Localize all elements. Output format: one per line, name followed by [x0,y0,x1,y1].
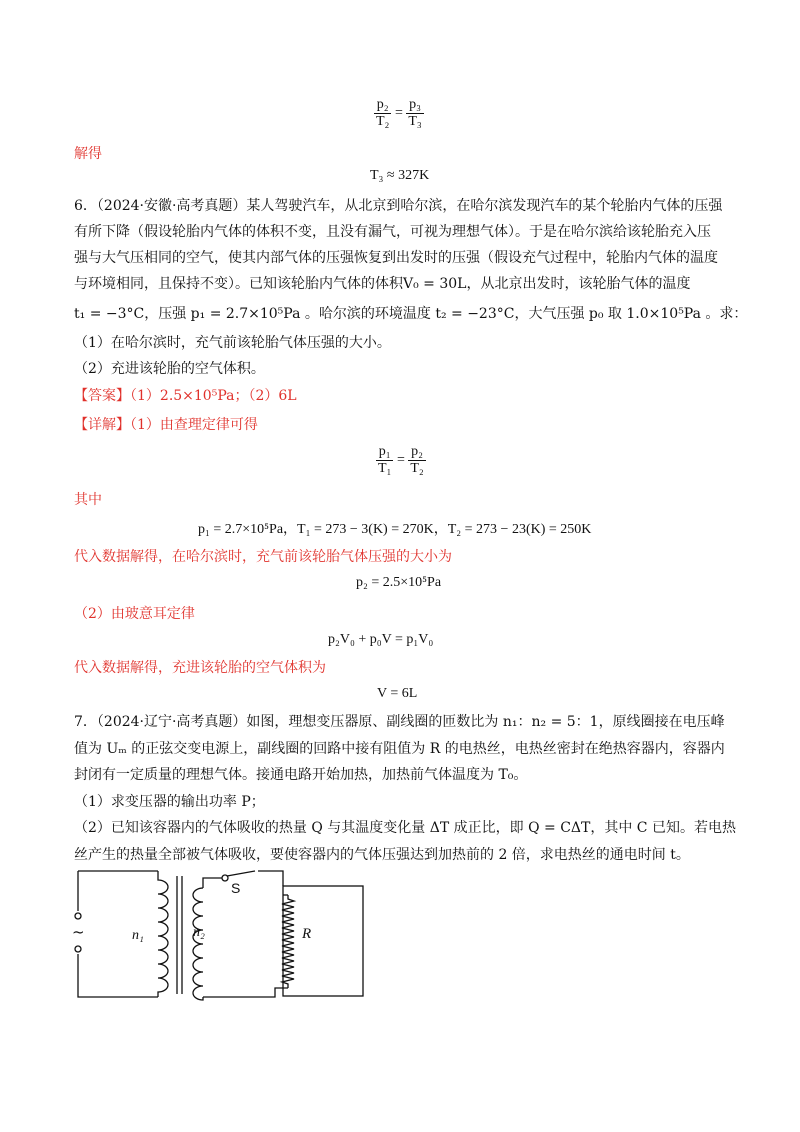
q6-line-1: 6．（2024·安徽·高考真题）某人驾驶汽车，从北京到哈尔滨，在哈尔滨发现汽车的某个轮胎内气体的压强 [74,198,723,214]
ac-source-symbol: ~ [72,923,85,941]
transformer-circuit-diagram [70,866,370,1006]
primary-left-wire-bottom [78,954,158,997]
denominator: T₁ [378,461,392,476]
result-p2: p₂ = 2.5×10⁵Pa [356,575,442,590]
q7-sub-1: （1）求变压器的输出功率 P； [74,794,265,810]
denominator: T₂ [410,461,424,476]
detail-tag: 【详解】 [74,417,130,433]
secondary-coil [193,888,203,1000]
q6-line-3: 强与大气压相同的空气，使其内部气体的压强恢复到出发时的压强（假设充气过程中，轮胎内气体的温度 [74,250,718,266]
answer-body: （1）2.5×10⁵Pa；（2）6L [130,388,297,404]
q6-answer [74,386,297,406]
fraction [376,444,393,477]
substitute-1: 代入数据解得，在哈尔滨时，充气前该轮胎气体压强的大小为 [74,549,452,565]
primary-coil [158,871,168,997]
values-line: p₁ = 2.7×10⁵Pa，T₁ = 273 − 3(K) = 270K，T₂ = 273 − 23(K) = 250K [198,522,592,537]
q7-line-3: 封闭有一定质量的理想气体。接通电路开始加热，加热前气体温度为 T₀。 [74,767,528,783]
q7-sub-2b: 丝产生的热量全部被气体吸收，要使容器内的气体压强达到加热前的 2 倍，求电热丝的通电时间 t。 [74,847,690,863]
denominator: T₃ [408,114,422,129]
charles-law-equation [376,444,426,477]
boyle-equation: p₂V₀ + p₀V = p₁V₀ [328,632,434,647]
q7-sub-2a: （2）已知该容器内的气体吸收的热量 Q 与其温度变化量 ΔT 成正比，即 Q = CΔT，其中 C 已知。若电热 [74,820,736,836]
fraction [406,97,423,130]
secondary-top-wire [203,878,222,888]
secondary-coil-label: n₂ [193,925,205,940]
secondary-bottom-wire [203,988,288,997]
switch-blade [227,871,255,876]
insulated-container [283,886,363,996]
top-equation [374,97,424,130]
solve-label: 解得 [74,146,102,162]
q6-sub-2: （2）充进该轮胎的空气体积。 [74,361,265,377]
step-2: （2）由玻意耳定律 [74,606,195,622]
q7-line-2: 值为 Uₘ 的正弦交变电源上，副线圈的回路中接有阻值为 R 的电热丝，电热丝密封在绝热容器内，容器内 [74,741,725,757]
denominator: T₂ [376,114,390,129]
fraction [374,97,391,130]
switch-right-wire [258,871,283,886]
result-v: V = 6L [377,686,418,701]
q6-line-2: 有所下降（假设轮胎内气体的体积不变，且没有漏气，可视为理想气体）。于是在哈尔滨给该轮胎充入压 [74,224,711,240]
substitute-2: 代入数据解得，充进该轮胎的空气体积为 [74,660,326,676]
numerator: p₂ [374,97,391,114]
fraction [408,444,425,477]
among-label: 其中 [74,492,102,508]
q7-line-1: 7．（2024·辽宁·高考真题）如图，理想变压器原、副线圈的匝数比为 n₁：n₂ = 5：1，原线圈接在电压峰 [74,714,725,730]
detail-body: （1）由查理定律可得 [130,417,258,433]
resistor-heating-wire [282,895,294,988]
resistor-label: R [302,926,312,942]
source-terminal-top [75,913,81,919]
q6-sub-1: （1）在哈尔滨时，充气前该轮胎气体压强的大小。 [74,335,391,351]
answer-tag: 【答案】 [74,388,130,404]
numerator: p₁ [376,444,393,461]
primary-coil-label: n₁ [132,928,144,943]
source-terminal-bottom [75,946,81,952]
result-t3: T₃ ≈ 327K [370,168,430,183]
q6-detail [74,415,258,435]
q6-line-5: t₁ = −3°C，压强 p₁ = 2.7×10⁵Pa 。哈尔滨的环境温度 t₂ = −23°C，大气压强 p₀ 取 1.0×10⁵Pa 。求： [74,306,748,322]
switch-label: S [231,880,241,896]
numerator: p₃ [406,97,423,114]
equals-sign: = [396,452,405,468]
q6-line-4: 与环境相同，且保持不变）。已知该轮胎内气体的体积V₀ = 30L，从北京出发时，该轮胎气体的温度 [74,276,691,292]
numerator: p₂ [408,444,425,461]
equals-sign: = [394,105,403,121]
